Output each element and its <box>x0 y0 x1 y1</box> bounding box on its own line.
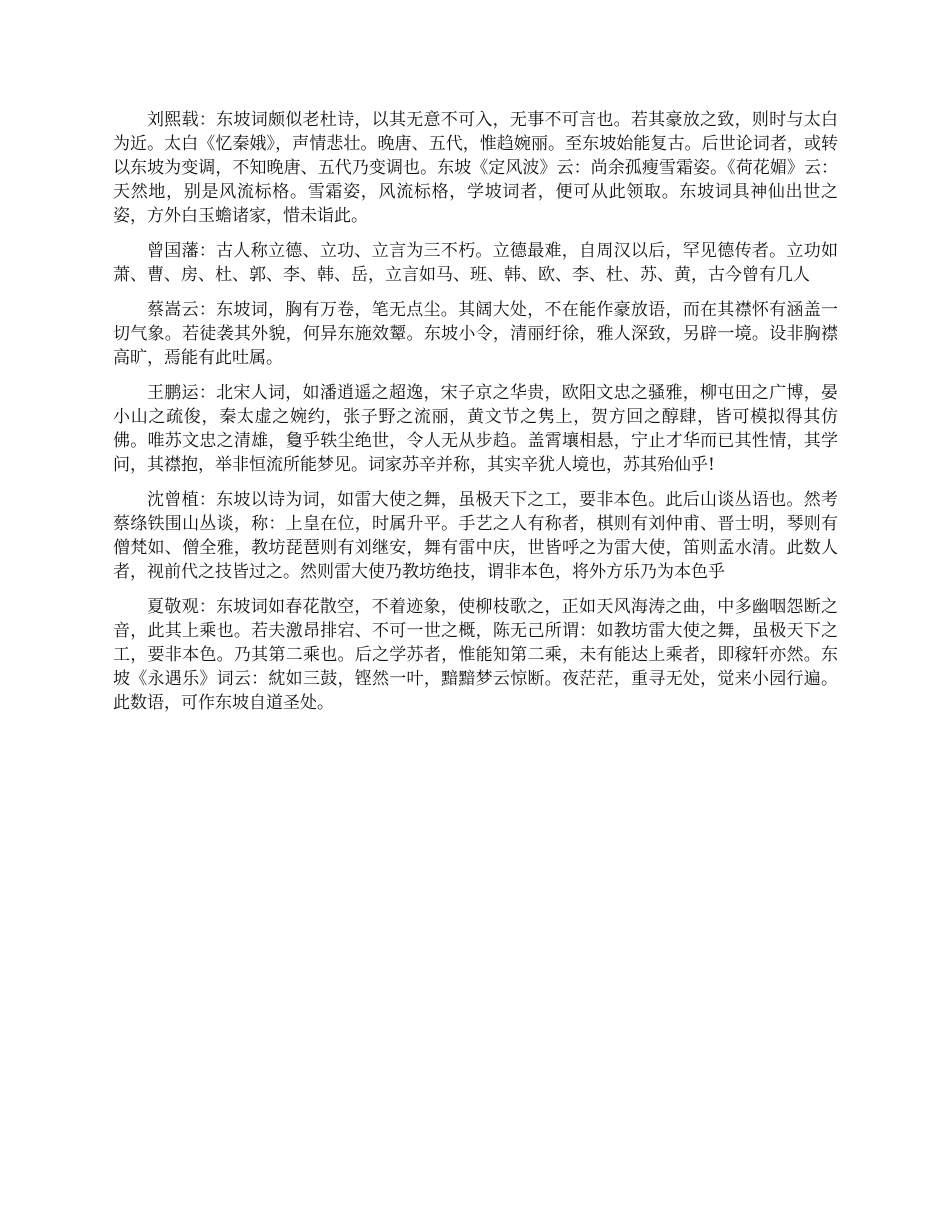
document-body <box>113 108 838 726</box>
paragraph-cai-songyun: 蔡嵩云：东坡词，胸有万卷，笔无点尘。其阔大处，不在能作豪放语，而在其襟怀有涵盖一切气象。若徒袭其外貌，何异东施效颦。东坡小令，清丽纡徐，雅人深致，另辟一境。设非胸襟高旷，焉能有此吐属。 <box>113 300 838 368</box>
paragraph-liu-xizai: 刘熙载：东坡词颇似老杜诗，以其无意不可入，无事不可言也。若其豪放之致，则时与太白为近。太白《忆秦娥》，声情悲壮。晚唐、五代，惟趋婉丽。至东坡始能复古。后世论词者，或转以东坡为变调，不知晚唐、五代乃变调也。东坡《定风波》云：尚余孤瘦雪霜姿。《荷花媚》云：天然地，别是风流标格。雪霜姿，风流标格，学坡词者，便可从此领取。东坡词具神仙出世之姿，方外白玉蟾诸家，惜未诣此。 <box>113 110 838 226</box>
paragraph-xia-jingguan: 夏敬观：东坡词如春花散空，不着迹象，使柳枝歌之，正如天风海涛之曲，中多幽咽怨断之音，此其上乘也。若夫激昂排宕、不可一世之概，陈无己所谓：如教坊雷大使之舞，虽极天下之工，要非本色。乃其第二乘也。后之学苏者，惟能知第二乘，未有能达上乘者，即稼轩亦然。东坡《永遇乐》词云：紞如三鼓，铿然一叶，黯黯梦云惊断。夜茫茫，重寻无处，觉来小园行遍。此数语，可作东坡自道圣处。 <box>113 597 838 713</box>
paragraph-wang-pengyun: 王鹏运：北宋人词，如潘逍遥之超逸，宋子京之华贵，欧阳文忠之骚雅，柳屯田之广博，晏小山之疏俊，秦太虚之婉约，张子野之流丽，黄文节之隽上，贺方回之醇肆，皆可模拟得其仿佛。唯苏文忠之清雄，敻乎轶尘绝世，令人无从步趋。盖霄壤相悬，宁止才华而已其性情，其学问，其襟抱，举非恒流所能梦见。词家苏辛并称，其实辛犹人境也，苏其殆仙乎! <box>113 383 838 475</box>
paragraph-shen-zengzhi: 沈曾植：东坡以诗为词，如雷大使之舞，虽极天下之工，要非本色。此后山谈丛语也。然考蔡绦铁围山丛谈，称：上皇在位，时属升平。手艺之人有称者，棋则有刘仲甫、晋士明，琴则有僧梵如、僧全雅，教坊琵琶则有刘继安，舞有雷中庆，世皆呼之为雷大使，笛则孟水清。此数人者，视前代之技皆过之。然则雷大使乃教坊绝技，谓非本色，将外方乐乃为本色乎 <box>113 490 838 582</box>
paragraph-zeng-guofan: 曾国藩：古人称立德、立功、立言为三不朽。立德最难，自周汉以后，罕见德传者。立功如萧、曹、房、杜、郭、李、韩、岳，立言如马、班、韩、欧、李、杜、苏、黄，古今曾有几人 <box>113 241 838 285</box>
